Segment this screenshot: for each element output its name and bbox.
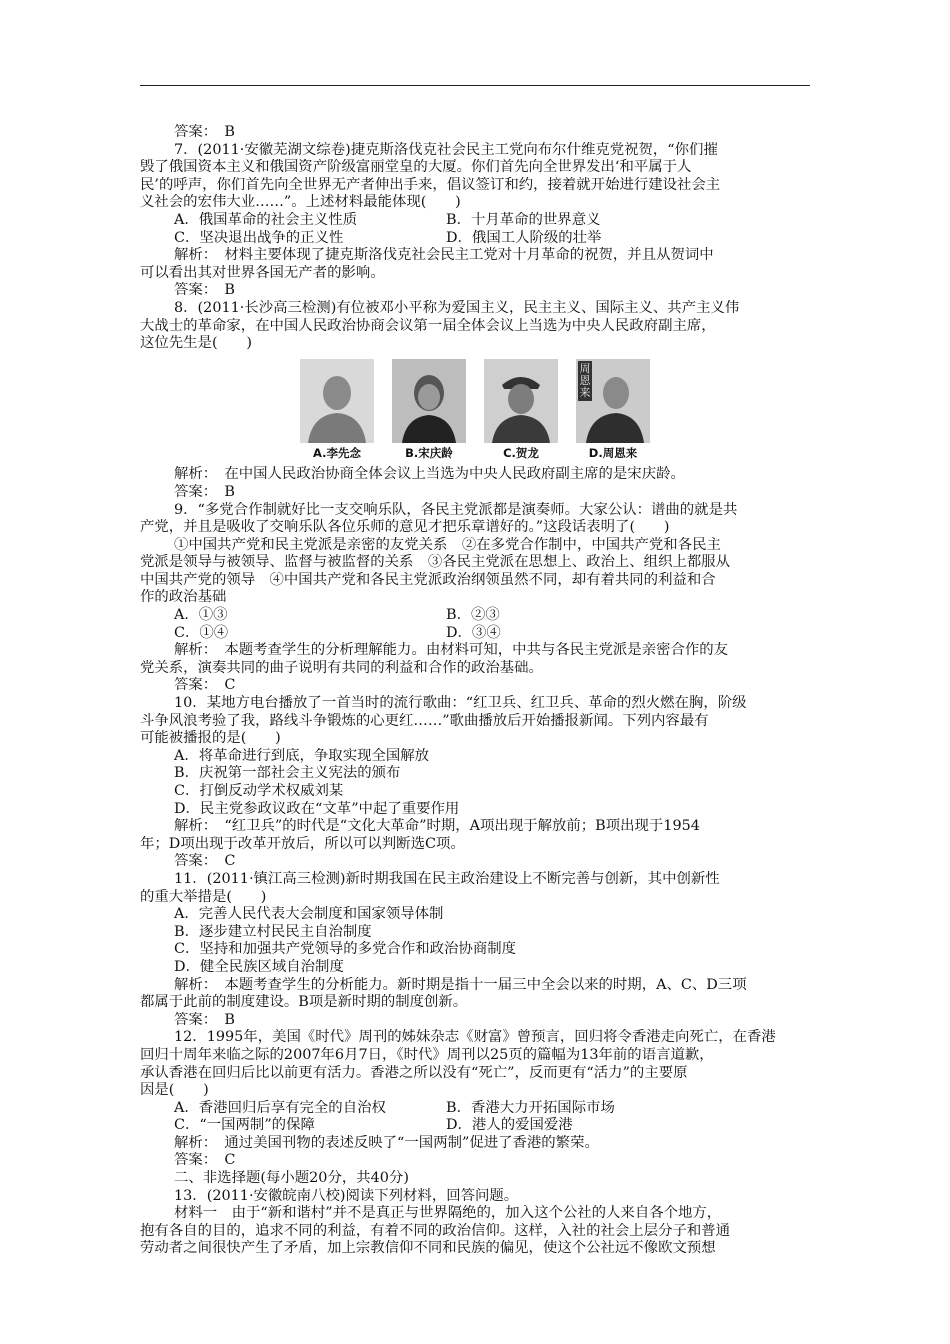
analysis-line: 年；D项出现于改革开放后，所以可以判断选C项。	[140, 835, 465, 852]
q12-line: 因是( )	[140, 1082, 209, 1099]
portrait-photo	[484, 359, 558, 443]
option-d: D．③④	[446, 624, 501, 641]
q12-options-row	[140, 1117, 810, 1135]
q12-line: 承认香港在回归后比以前更有活力。香港之所以没有“死亡”，反而更有“活力”的主要原	[140, 1064, 688, 1081]
portrait-c	[481, 359, 561, 463]
option-a: A．俄国革命的社会主义性质	[174, 211, 358, 228]
option-c: C．坚决退出战争的正义性	[174, 229, 344, 246]
header-rule	[140, 85, 810, 86]
option-c: C．“一国两制”的保障	[174, 1117, 315, 1134]
portrait-b	[389, 359, 469, 463]
analysis-line: 解析： 在中国人民政治协商全体会议上当选为中央人民政府副主席的是宋庆龄。	[174, 466, 685, 483]
q8-line: 这位先生是( )	[140, 335, 252, 352]
q12-line: 12．1995年，美国《时代》周刊的姊妹杂志《财富》曾预言，回归将令香港走向死亡，在香港	[174, 1029, 776, 1046]
q10-line: 可能被播报的是( )	[140, 730, 281, 747]
option-a: A．①③	[174, 607, 228, 624]
portrait-photo	[392, 359, 466, 443]
portrait-caption: B.宋庆龄	[405, 445, 453, 460]
option-c: C．坚持和加强共产党领导的多党合作和政治协商制度	[174, 941, 516, 958]
option-b: B．香港大力开拓国际市场	[446, 1099, 615, 1116]
option-a: A．香港回归后享有完全的自治权	[174, 1099, 386, 1116]
portrait-overlay-text: 周恩来	[579, 361, 591, 399]
option-a: A．将革命进行到底，争取实现全国解放	[174, 747, 430, 764]
q9-options-row	[140, 607, 810, 625]
answer-line: 答案： B	[174, 1011, 235, 1028]
q11-line: 的重大举措是( )	[140, 888, 267, 905]
q13-line: 13．(2011·安徽皖南八校)阅读下列材料，回答问题。	[174, 1187, 519, 1204]
q9-item-line: ①中国共产党和民主党派是亲密的友党关系 ②在多党合作制中，中国共产党和各民主	[174, 536, 721, 553]
q7-options-row	[140, 212, 810, 230]
option-b: B．十月革命的世界意义	[446, 211, 601, 228]
q9-options-row	[140, 625, 810, 643]
document-body	[140, 124, 810, 1258]
q13-line: 劳动者之间很快产生了矛盾，加上宗教信仰不同和民族的偏见，使这个公社远不像欧文预想	[140, 1240, 716, 1257]
option-d: D．港人的爱国爱港	[446, 1117, 573, 1134]
analysis-line: 党关系，演奏共同的曲子说明有共同的利益和合作的政治基础。	[140, 659, 543, 676]
answer-line: 答案： B	[174, 124, 235, 140]
analysis-line: 解析： 通过美国刊物的表述反映了“一国两制”促进了香港的繁荣。	[174, 1134, 599, 1151]
option-c: C．打倒反动学术权威刘某	[174, 783, 344, 799]
question-8	[140, 300, 810, 502]
option-d: D．健全民族区域自治制度	[174, 958, 344, 975]
portrait-photo	[576, 359, 650, 443]
analysis-line: 都属于此前的制度建设。B项是新时期的制度创新。	[140, 994, 468, 1011]
option-d: D．俄国工人阶级的壮举	[446, 229, 602, 246]
portrait-row	[140, 359, 810, 463]
section-heading: 二、非选择题(每小题20分，共40分)	[174, 1170, 409, 1187]
analysis-line: 解析： 本题考查学生的分析理解能力。由材料可知，中共与各民主党派是亲密合作的友	[174, 642, 729, 659]
answer-line: 答案： C	[174, 1152, 236, 1169]
q12-line: 回归十周年来临之际的2007年6月7日，《时代》周刊以25页的篇幅为13年前的语言道歉，	[140, 1046, 714, 1063]
question-10	[140, 695, 810, 871]
portrait-a	[297, 359, 377, 463]
q7-line: 毁了俄国资本主义和俄国资产阶级富丽堂皇的大厦。你们首先向全世界发出‘和平属于人	[140, 159, 692, 176]
answer-line: 答案： B	[174, 483, 235, 500]
answer-line: 答案： C	[174, 853, 236, 870]
question-11	[140, 871, 810, 1029]
portrait-d	[573, 359, 653, 463]
option-b: B．②③	[446, 607, 500, 624]
answer-line: 答案： B	[174, 282, 235, 299]
q9-item-line: 中国共产党的领导 ④中国共产党和各民主党派政治纲领虽然不同，却有着共同的利益和合	[140, 571, 716, 588]
q8-line: 8．(2011·长沙高三检测)有位被邓小平称为爱国主义，民主主义、国际主义、共产主义伟	[174, 299, 740, 316]
analysis-line: 解析： 材料主要体现了捷克斯洛伐克社会民主工党对十月革命的祝贺，并且从贺词中	[174, 247, 714, 264]
question-12	[140, 1029, 810, 1170]
q13-line: 材料一 由于“新和谐村”并不是真正与世界隔绝的，加入这个公社的人来自各个地方，	[174, 1205, 722, 1222]
analysis-line: 解析： “红卫兵”的时代是“文化大革命”时期，A项出现于解放前；B项出现于1954	[174, 818, 700, 835]
analysis-line: 解析： 本题考查学生的分析能力。新时期是指十一届三中全会以来的时期，A、C、D三项	[174, 976, 747, 993]
portrait-caption: A.李先念	[313, 445, 361, 460]
q9-line: 9．“多党合作制就好比一支交响乐队，各民主党派都是演奏师。大家公认：谱曲的就是共	[174, 501, 738, 518]
q9-item-line: 党派是领导与被领导、监督与被监督的关系 ③各民主党派在思想上、政治上、组织上都服从	[140, 554, 731, 571]
q9-item-line: 作的政治基础	[140, 589, 227, 606]
q12-options-row	[140, 1100, 810, 1118]
option-d: D．民主党参政议政在“文革”中起了重要作用	[174, 800, 460, 817]
q11-line: 11．(2011·镇江高三检测)新时期我国在民主政治建设上不断完善与创新，其中创新性	[174, 870, 720, 887]
portrait-caption: C.贺龙	[503, 445, 539, 460]
q10-line: 斗争风浪考验了我，路线斗争锻炼的心更红……”歌曲播放后开始播报新闻。下列内容最有	[140, 712, 709, 729]
option-a: A．完善人民代表大会制度和国家领导体制	[174, 906, 444, 923]
q13-line: 抱有各自的目的，追求不同的利益，有着不同的政治信仰。这样，入社的社会上层分子和普通	[140, 1222, 731, 1239]
analysis-line: 可以看出其对世界各国无产者的影响。	[140, 264, 385, 281]
q9-line: 产党，并且是吸收了交响乐队各位乐师的意见才把乐章谱好的。”这段话表明了( )	[140, 519, 670, 536]
question-9	[140, 502, 810, 696]
option-b: B．逐步建立村民民主自治制度	[174, 923, 372, 940]
q8-line: 大战士的革命家，在中国人民政治协商会议第一届全体会议上当选为中央人民政府副主席，	[140, 317, 716, 334]
portrait-caption: D.周恩来	[588, 445, 638, 460]
question-13	[140, 1188, 810, 1258]
question-7	[140, 142, 810, 300]
q7-line: 义社会的宏伟大业……”。上述材料最能体现( )	[140, 194, 461, 211]
q10-line: 10．某地方电台播放了一首当时的流行歌曲：“红卫兵、红卫兵、革命的烈火燃在胸，阶级	[174, 695, 747, 712]
option-b: B．庆祝第一部社会主义宪法的颁布	[174, 765, 401, 782]
q7-options-row	[140, 230, 810, 248]
answer-line: 答案： C	[174, 677, 236, 694]
option-c: C．①④	[174, 624, 229, 641]
portrait-photo	[300, 359, 374, 443]
q7-line: 民’的呼声，你们首先向全世界无产者伸出手来，倡议签订和约，接着就开始进行建设社会主	[140, 176, 721, 193]
q7-line: 7．(2011·安徽芜湖文综卷)捷克斯洛伐克社会民主工党向布尔什维克党祝贺，“你们摧	[174, 141, 718, 158]
